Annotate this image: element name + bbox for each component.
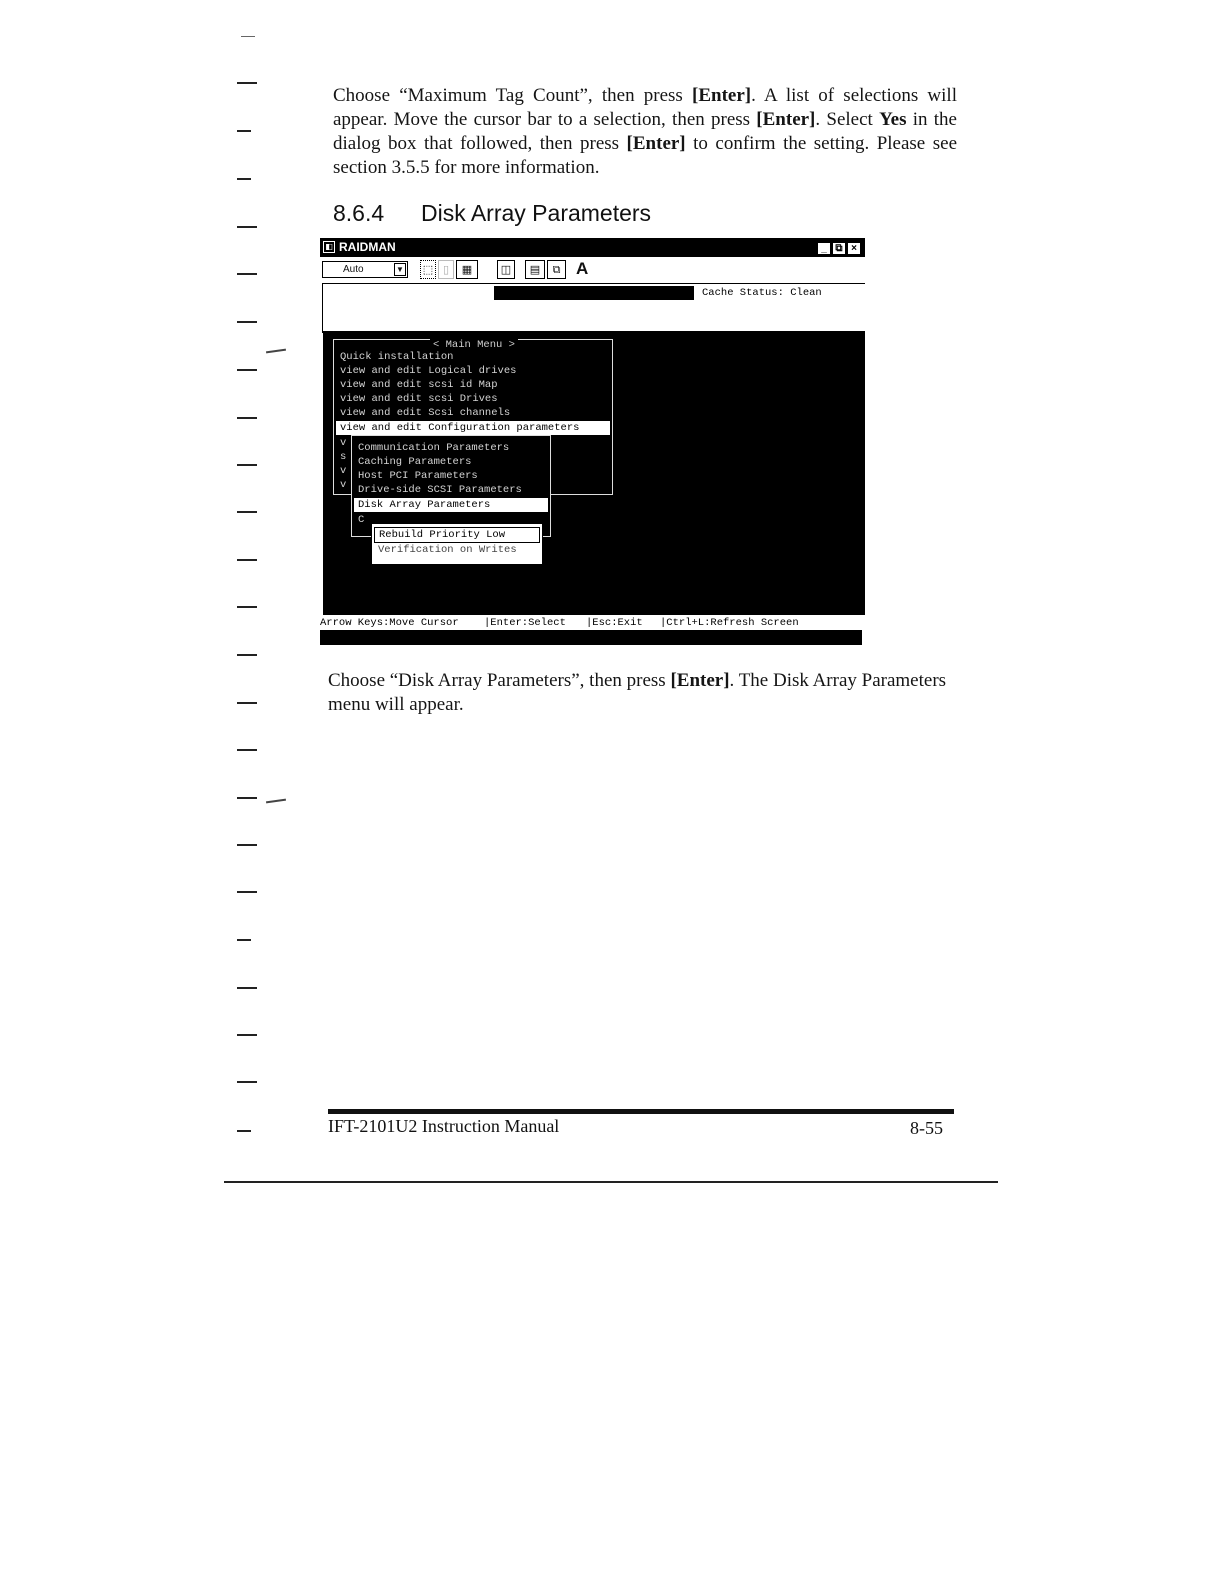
margin-mark xyxy=(237,321,257,323)
print-icon[interactable]: ▤ xyxy=(525,260,545,279)
closing-paragraph xyxy=(328,669,954,717)
menu-item-disk-array-parameters[interactable]: Disk Array Parameters xyxy=(354,498,548,512)
menu-item-obscured[interactable]: v xyxy=(340,465,347,477)
scan-mark xyxy=(241,36,255,37)
margin-mark xyxy=(237,939,251,941)
margin-mark xyxy=(237,987,257,989)
config-parameters-menu xyxy=(351,435,551,537)
drive-icon[interactable]: ▦ xyxy=(456,260,478,279)
section-heading xyxy=(333,200,651,227)
hint-enter: |Enter:Select xyxy=(484,617,566,629)
key-enter: [Enter] xyxy=(670,670,730,691)
divider xyxy=(322,283,865,284)
margin-mark xyxy=(237,511,257,513)
margin-mark xyxy=(237,1034,257,1036)
cache-status: Cache Status: Clean xyxy=(702,287,822,299)
intro-paragraph xyxy=(333,84,957,180)
margin-mark xyxy=(237,178,251,180)
section-title: Disk Array Parameters xyxy=(421,200,652,226)
window-titlebar xyxy=(320,238,865,257)
dropdown-arrow-icon[interactable]: ▼ xyxy=(394,263,406,276)
hint-arrow-keys: Arrow Keys:Move Cursor xyxy=(320,617,459,629)
margin-mark xyxy=(237,844,257,846)
close-button[interactable]: × xyxy=(847,242,861,255)
margin-mark xyxy=(237,130,251,132)
scan-mark xyxy=(266,349,286,354)
disconnect-icon[interactable]: ▯ xyxy=(438,260,454,279)
connect-icon[interactable]: ⬚ xyxy=(420,260,436,279)
menu-item-rebuild-priority[interactable]: Rebuild Priority Low xyxy=(374,527,540,543)
margin-mark xyxy=(237,273,257,275)
menu-item-scsi-drives[interactable]: view and edit scsi Drives xyxy=(340,393,498,405)
window-icon[interactable]: ⧉ xyxy=(547,260,566,279)
menu-item-scsi-channels[interactable]: view and edit Scsi channels xyxy=(340,407,511,419)
menu-item-verification-on-writes[interactable]: Verification on Writes xyxy=(378,544,517,556)
margin-mark xyxy=(237,82,257,84)
margin-mark xyxy=(237,369,257,371)
margin-mark xyxy=(237,1081,257,1083)
key-enter: [Enter] xyxy=(756,109,816,130)
window-title: RAIDMAN xyxy=(339,240,396,254)
maximize-button[interactable]: ⧉ xyxy=(832,242,846,255)
main-menu-title: < Main Menu > xyxy=(430,338,518,352)
menu-item-obscured[interactable]: v xyxy=(340,437,347,449)
menu-item-logical-drives[interactable]: view and edit Logical drives xyxy=(340,365,517,377)
divider xyxy=(322,283,323,333)
status-bar-block xyxy=(494,286,694,300)
menu-item-scsi-id-map[interactable]: view and edit scsi id Map xyxy=(340,379,498,391)
text-run: . A list of selections will appear. Move the cursor bar to a selection, then press xyxy=(333,85,957,130)
menu-item-caching-parameters[interactable]: Caching Parameters xyxy=(358,456,472,468)
margin-mark xyxy=(237,559,257,561)
margin-mark xyxy=(237,702,257,704)
mode-select-value: Auto xyxy=(343,264,364,275)
terminal-screen xyxy=(323,331,865,616)
margin-mark xyxy=(237,797,257,799)
minimize-button[interactable]: _ xyxy=(817,242,831,255)
menu-item-drive-side-scsi-parameters[interactable]: Drive-side SCSI Parameters xyxy=(358,484,522,496)
margin-mark xyxy=(237,891,257,893)
keyword-yes: Yes xyxy=(879,109,907,130)
key-enter: [Enter] xyxy=(692,85,752,106)
menu-item-quick-installation[interactable]: Quick installation xyxy=(340,351,454,363)
refresh-icon[interactable]: ◫ xyxy=(497,260,515,279)
mode-select[interactable] xyxy=(322,261,408,278)
margin-mark xyxy=(237,1130,251,1132)
menu-item-obscured[interactable]: s xyxy=(340,451,347,463)
font-icon[interactable]: A xyxy=(576,259,589,278)
menu-item-host-pci-parameters[interactable]: Host PCI Parameters xyxy=(358,470,478,482)
margin-mark xyxy=(237,749,257,751)
text-run: Choose “Disk Array Parameters”, then press xyxy=(328,670,671,691)
menu-item-configuration-parameters[interactable]: view and edit Configuration parameters xyxy=(336,421,610,435)
margin-mark xyxy=(237,417,257,419)
menu-item-communication-parameters[interactable]: Communication Parameters xyxy=(358,442,510,454)
disk-array-menu xyxy=(371,523,543,565)
scan-mark xyxy=(266,799,286,804)
key-hint-bar xyxy=(320,615,865,630)
section-number: 8.6.4 xyxy=(333,200,385,226)
margin-mark xyxy=(237,654,257,656)
text-run: . Select xyxy=(815,109,880,130)
hint-esc: |Esc:Exit xyxy=(586,617,643,629)
margin-mark xyxy=(237,464,257,466)
toolbar xyxy=(320,259,865,281)
page-number: 8-55 xyxy=(910,1118,943,1138)
menu-item-obscured[interactable]: C xyxy=(358,514,365,526)
text-run: . The Disk Array Parameters menu will appear. xyxy=(328,670,947,715)
text-run: in the dialog box that followed, then press xyxy=(333,109,957,154)
text-run: Choose “Maximum Tag Count”, then press xyxy=(333,85,693,106)
footer-manual-title: IFT-2101U2 Instruction Manual xyxy=(328,1116,560,1136)
footer-rule xyxy=(328,1109,954,1114)
bottom-bar xyxy=(320,630,862,645)
text-run: to confirm the setting. Please see section 3.5.5 for more information. xyxy=(333,133,957,178)
key-enter: [Enter] xyxy=(626,133,686,154)
menu-item-obscured[interactable]: v xyxy=(340,479,347,491)
margin-mark xyxy=(237,226,257,228)
hint-refresh: |Ctrl+L:Refresh Screen xyxy=(660,617,799,629)
margin-mark xyxy=(237,606,257,608)
app-icon: ◧ xyxy=(323,241,335,253)
raidman-window xyxy=(320,238,865,646)
page-edge-rule xyxy=(224,1181,998,1183)
